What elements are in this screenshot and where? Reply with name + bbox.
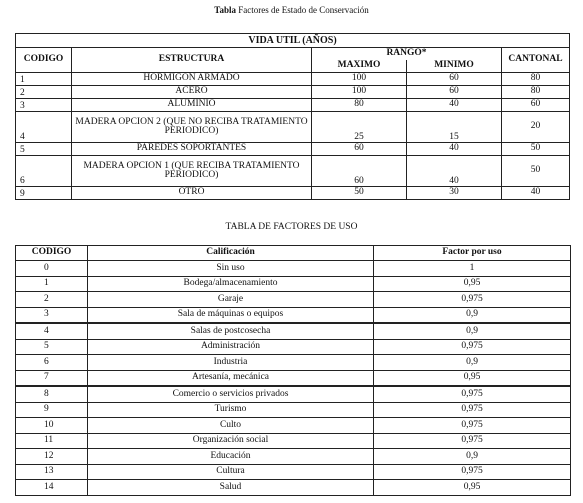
calificacion-cell: Turismo [88,402,374,418]
cantonal-cell: 20 [502,112,570,143]
factores-uso-table [15,245,571,496]
vida-util-header: VIDA UTIL (AÑOS) [16,34,570,48]
table-row [16,156,570,187]
estructura-cell: ALUMINIO [72,99,312,112]
col-factor-header: Factor por uso [374,246,571,261]
factor-cell: 0,975 [374,418,571,434]
col-codigo-header: CODIGO [16,246,88,261]
table-row [16,433,571,449]
minimo-cell: 30 [407,187,502,200]
codigo-cell: 2 [16,86,72,99]
table-row [16,402,571,418]
table-row [16,143,570,156]
maximo-cell: 60 [312,143,407,156]
calificacion-cell: Sin uso [88,261,374,277]
codigo-cell: 9 [16,402,88,418]
title-prefix: Tabla [214,5,236,15]
table-row [16,86,570,99]
minimo-cell: 60 [407,86,502,99]
cantonal-cell: 50 [502,143,570,156]
calificacion-cell: Cultura [88,464,374,480]
codigo-cell: 11 [16,433,88,449]
calificacion-cell: Salas de postcosecha [88,323,374,339]
table-row [16,339,571,355]
col-cantonal-header: CANTONAL [502,48,570,73]
table-row [16,464,571,480]
factor-cell: 0,975 [374,402,571,418]
calificacion-cell: Salud [88,480,374,496]
table-row [16,112,570,143]
calificacion-cell: Sala de máquinas o equipos [88,307,374,323]
calificacion-cell: Educación [88,449,374,465]
minimo-cell: 60 [407,73,502,86]
table-row [16,355,571,371]
codigo-cell: 3 [16,99,72,112]
cantonal-cell: 40 [502,187,570,200]
calificacion-cell: Organización social [88,433,374,449]
estructura-cell: ACERO [72,86,312,99]
codigo-cell: 4 [16,323,88,339]
maximo-cell: 50 [312,187,407,200]
codigo-cell: 3 [16,307,88,323]
cantonal-cell: 60 [502,99,570,112]
table-row [16,480,571,496]
factor-cell: 0,95 [374,480,571,496]
title-text: Factores de Estado de Conservación [238,5,369,15]
calificacion-cell: Garaje [88,292,374,308]
factor-cell: 0,9 [374,323,571,339]
col-codigo-header: CODIGO [16,48,72,73]
table2-header-row [16,246,571,261]
table1-body [16,73,570,200]
codigo-cell: 2 [16,292,88,308]
codigo-cell: 7 [16,370,88,386]
minimo-cell: 40 [407,99,502,112]
maximo-cell: 100 [312,73,407,86]
factor-cell: 0,975 [374,433,571,449]
table2-title: TABLA DE FACTORES DE USO [225,222,358,232]
codigo-cell: 8 [16,386,88,402]
codigo-cell: 5 [16,143,72,156]
calificacion-cell: Bodega/almacenamiento [88,276,374,292]
table-row [16,386,571,402]
col-rango-header: RANGO* [312,48,502,61]
calificacion-cell: Comercio o servicios privados [88,386,374,402]
table2-body [16,261,571,496]
calificacion-cell: Artesanía, mecánica [88,370,374,386]
table-row [16,187,570,200]
estructura-cell: MADERA OPCION 1 (QUE RECIBA TRATAMIENTO PERIODICO) [72,156,312,187]
minimo-cell: 40 [407,156,502,187]
maximo-cell: 25 [312,112,407,143]
vida-util-table [15,33,570,200]
codigo-cell: 14 [16,480,88,496]
estructura-cell: OTRO [72,187,312,200]
table-row [16,307,571,323]
estructura-cell: PAREDES SOPORTANTES [72,143,312,156]
codigo-cell: 6 [16,355,88,371]
codigo-cell: 4 [16,112,72,143]
factor-cell: 0,95 [374,276,571,292]
codigo-cell: 1 [16,73,72,86]
codigo-cell: 12 [16,449,88,465]
table-row [16,418,571,434]
table-row [16,73,570,86]
codigo-cell: 10 [16,418,88,434]
table-row [16,449,571,465]
maximo-cell: 100 [312,86,407,99]
maximo-cell: 60 [312,156,407,187]
minimo-cell: 40 [407,143,502,156]
calificacion-cell: Administración [88,339,374,355]
table-row [16,370,571,386]
codigo-cell: 9 [16,187,72,200]
col-minimo-header: MINIMO [407,60,502,73]
minimo-cell: 15 [407,112,502,143]
factor-cell: 0,975 [374,339,571,355]
table-row [16,261,571,277]
cantonal-cell: 80 [502,73,570,86]
table1-header-row [16,48,570,61]
factor-cell: 1 [374,261,571,277]
codigo-cell: 13 [16,464,88,480]
estructura-cell: HORMIGON ARMADO [72,73,312,86]
cantonal-cell: 50 [502,156,570,187]
codigo-cell: 1 [16,276,88,292]
table-row [16,292,571,308]
col-maximo-header: MAXIMO [312,60,407,73]
col-estructura-header: ESTRUCTURA [72,48,312,73]
factor-cell: 0,9 [374,355,571,371]
calificacion-cell: Culto [88,418,374,434]
maximo-cell: 80 [312,99,407,112]
table-row [16,99,570,112]
factor-cell: 0,9 [374,307,571,323]
codigo-cell: 6 [16,156,72,187]
table-row [16,323,571,339]
table1-header-main [16,34,570,48]
document-title [0,5,583,15]
calificacion-cell: Industria [88,355,374,371]
codigo-cell: 5 [16,339,88,355]
factor-cell: 0,975 [374,292,571,308]
codigo-cell: 0 [16,261,88,277]
estructura-cell: MADERA OPCION 2 (QUE NO RECIBA TRATAMIENTO PERIODICO) [72,112,312,143]
factor-cell: 0,95 [374,370,571,386]
table-row [16,276,571,292]
cantonal-cell: 80 [502,86,570,99]
factor-cell: 0,975 [374,464,571,480]
factor-cell: 0,9 [374,449,571,465]
col-calificacion-header: Calificación [88,246,374,261]
factor-cell: 0,975 [374,386,571,402]
